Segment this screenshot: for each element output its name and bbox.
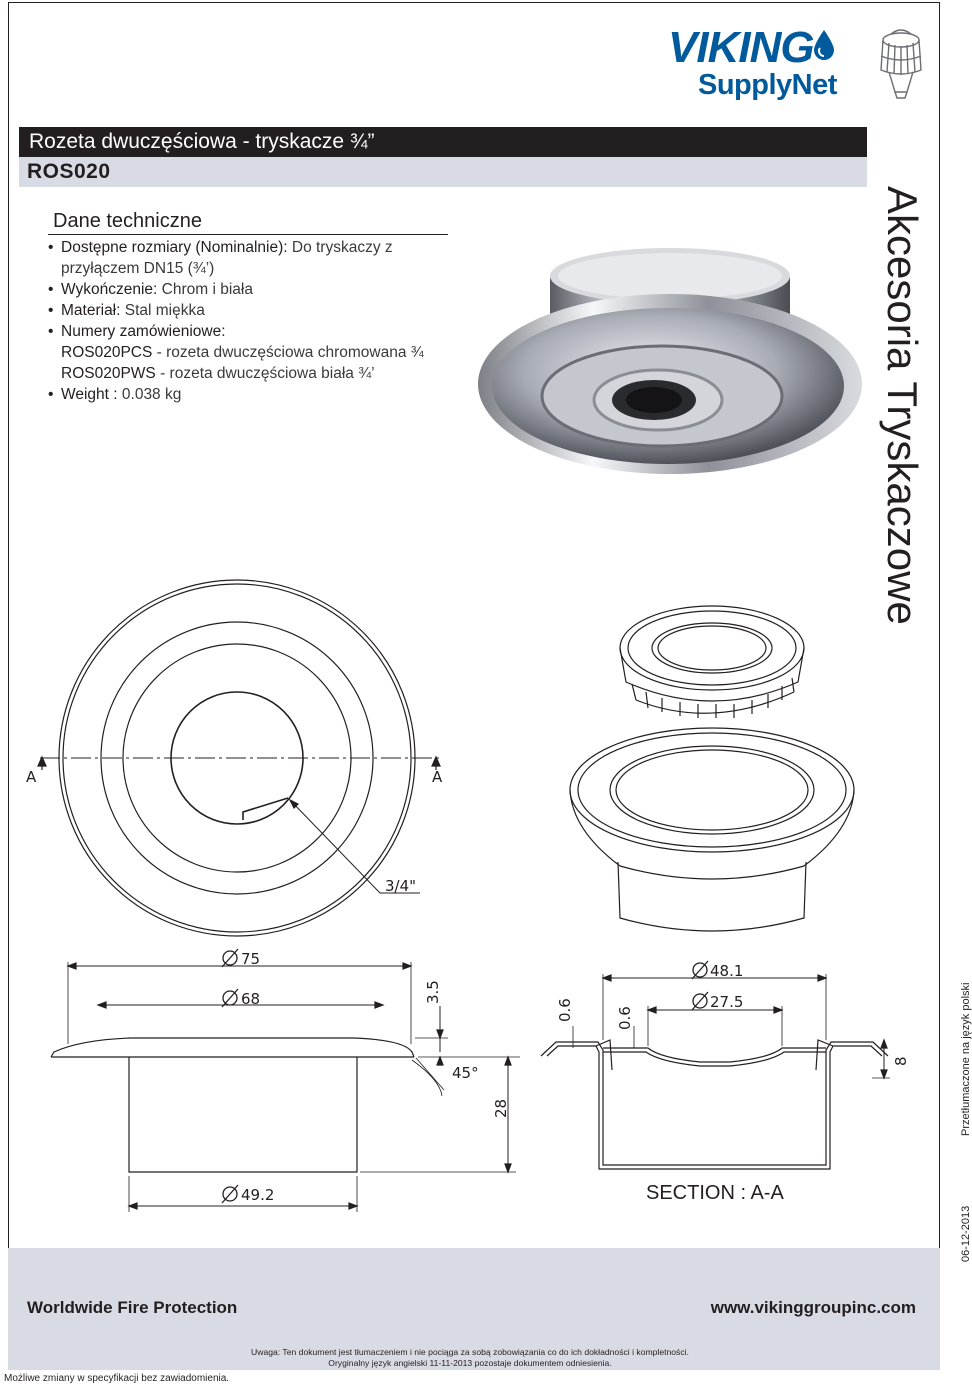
spec-finish: • Wykończenie: Chrom i biała — [48, 279, 458, 300]
dim-h35: 3.5 — [424, 980, 442, 1004]
section-mark-left: A — [26, 768, 37, 786]
changes-note: Możliwe zmiany w specyfikacji bez zawiadomienia. — [4, 1373, 230, 1384]
dim-thread: 3/4" — [385, 877, 417, 895]
tech-heading: Dane techniczne — [53, 210, 202, 232]
order-item-2: ROS020PWS - rozeta dwuczęściowa biała ¾’ — [61, 365, 375, 382]
translated-note: Przetłumaczone na język polski — [960, 982, 972, 1136]
spec-weight: • Weight : 0.038 kg — [48, 384, 458, 405]
spec-sizes-cont: przyłączem DN15 (¾’) — [61, 260, 215, 277]
date-note: 06-12-2013 — [960, 1205, 972, 1262]
section-mark-right: A — [432, 768, 443, 786]
dim-d49: 49.2 — [241, 1186, 275, 1204]
dim-angle: 45° — [452, 1064, 479, 1082]
dim-d68: 68 — [241, 990, 261, 1008]
page-title: Rozeta dwuczęściowa - tryskacze ¾” — [29, 130, 375, 153]
disclaimer-line-2: Oryginalny język angielski 11-11-2013 pozostaje dokumentem odniesienia. — [328, 1358, 612, 1368]
dim-t06-right: 0.6 — [616, 1006, 634, 1030]
side-notes — [942, 982, 972, 1368]
spec-material: • Materiał: Stal miękka — [48, 300, 458, 321]
dim-d48: 48.1 — [710, 962, 744, 980]
dim-d75: 75 — [241, 950, 261, 968]
disclaimer-line-1: Uwaga: Ten dokument jest tłumaczeniem i nie pociąga za sobą zobowiązania co do ich dokładności i kompletności. — [251, 1347, 689, 1357]
disclaimer — [220, 1347, 720, 1369]
section-label: SECTION : A-A — [646, 1182, 784, 1204]
dim-h8: 8 — [892, 1056, 910, 1066]
side-title-text: Akcesoria Tryskaczowe — [879, 186, 926, 625]
product-code: ROS020 — [27, 160, 111, 183]
order-item-1: ROS020PCS - rozeta dwuczęściowa chromowana ¾ — [61, 344, 424, 361]
dim-h28: 28 — [492, 1098, 510, 1118]
footer-website[interactable]: www.vikinggroupinc.com — [710, 1298, 916, 1317]
logo-subbrand: SupplyNet — [698, 69, 837, 101]
footer-slogan: Worldwide Fire Protection — [27, 1298, 238, 1317]
spec-order: • Numery zamówieniowe: — [48, 321, 458, 342]
dim-t06-left: 0.6 — [556, 998, 574, 1022]
dim-d27: 27.5 — [710, 993, 744, 1011]
spec-sizes: • Dostępne rozmiary (Nominalnie): Do tryskaczy z — [48, 237, 458, 258]
logo-brand: VIKING — [668, 23, 814, 72]
